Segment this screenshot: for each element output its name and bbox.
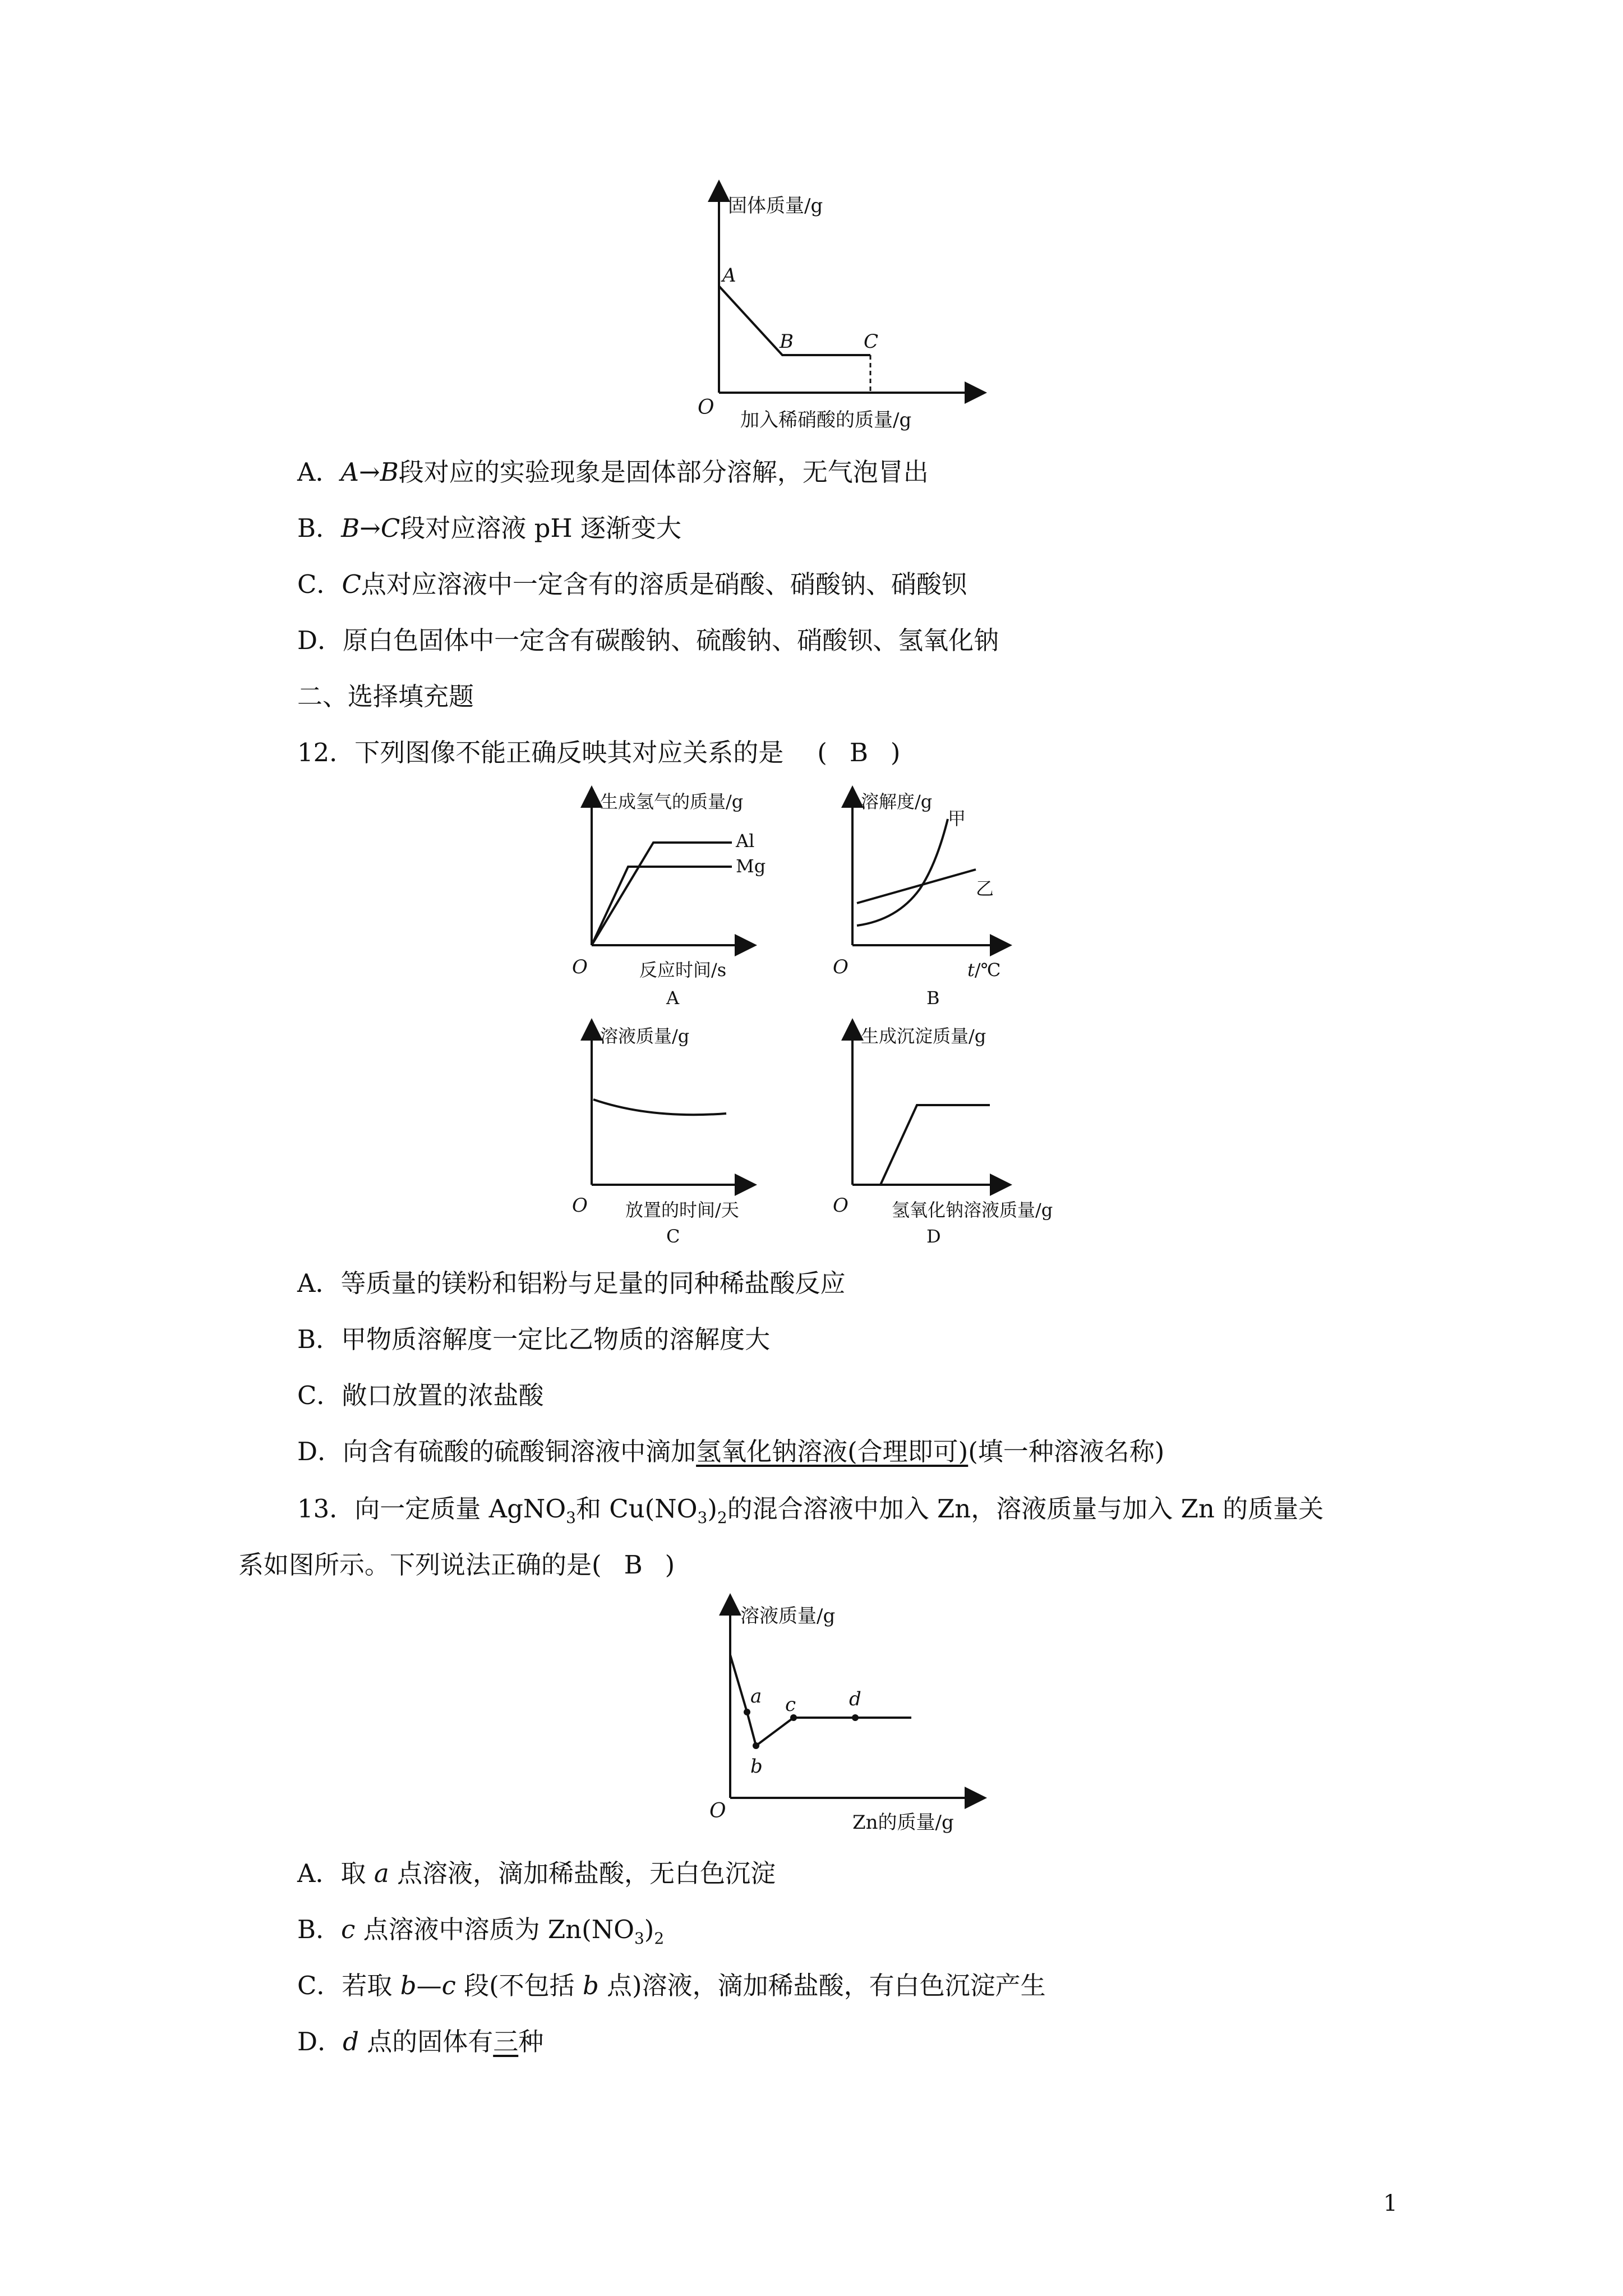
q12-option-d: D．向含有硫酸的硫酸铜溶液中滴加氢氧化钠溶液(合理即可)(填一种溶液名称)	[297, 1437, 1165, 1466]
point-c: C	[864, 330, 879, 353]
svg-text:生成沉淀质量/g: 生成沉淀质量/g	[861, 1025, 986, 1047]
q13-option-c: C．若取 b—c 段(不包括 b 点)溶液，滴加稀盐酸，有白色沉淀产生	[297, 1971, 1046, 2000]
svg-text:D: D	[926, 1226, 941, 1247]
point-b: B	[780, 330, 794, 353]
q12-graphs	[561, 785, 1133, 1251]
svg-text:c: c	[785, 1694, 796, 1716]
svg-text:反应时间/s: 反应时间/s	[639, 959, 727, 981]
q12-fill-answer: 氢氧化钠溶液(合理即可)	[696, 1437, 969, 1466]
q12-answer: B	[849, 738, 868, 767]
q11-option-d: D．原白色固体中一定含有碳酸钠、硫酸钠、硝酸钡、氢氧化钠	[297, 625, 999, 655]
svg-text:Mg: Mg	[736, 855, 766, 877]
svg-text:Al: Al	[736, 830, 755, 852]
svg-text:O: O	[709, 1800, 726, 1823]
svg-text:放置的时间/天: 放置的时间/天	[625, 1199, 739, 1221]
point-b-dot	[753, 1742, 759, 1749]
svg-text:O: O	[833, 956, 849, 978]
point-d-dot	[852, 1714, 859, 1721]
x-label: 加入稀硝酸的质量/g	[740, 409, 912, 431]
svg-text:乙: 乙	[976, 878, 994, 899]
q13-stem-line1: 13．向一定质量 AgNO$_3$和 $Cu(NO_3)_2$的混合溶液中加入 Zn，溶液质量与加入 Zn 的质量关	[297, 1494, 1324, 1527]
q13-option-b: B．c 点溶液中溶质为 $Zn(NO_3)_2$	[297, 1915, 665, 1948]
svg-text:溶解度/g: 溶解度/g	[861, 791, 933, 812]
q13-answer: B	[624, 1550, 643, 1580]
svg-text:d: d	[849, 1688, 861, 1710]
q11-option-b: B．B→C段对应溶液 pH 逐渐变大	[297, 513, 681, 543]
curve	[719, 286, 870, 355]
graph-a	[572, 791, 766, 1009]
svg-text:a: a	[750, 1685, 762, 1708]
series-jia	[857, 819, 948, 926]
q13-fill-answer: 三	[493, 2027, 519, 2056]
q12-option-b: B．甲物质溶解度一定比乙物质的溶解度大	[297, 1324, 771, 1354]
svg-text:溶液质量/g: 溶液质量/g	[600, 1025, 690, 1047]
q12-option-a: A．等质量的镁粉和铝粉与足量的同种稀盐酸反应	[297, 1268, 846, 1298]
svg-text:B: B	[926, 987, 940, 1009]
q11-option-a: A．A→B段对应的实验现象是固体部分溶解，无气泡冒出	[297, 457, 929, 487]
svg-text:t/℃: t/℃	[967, 959, 1001, 981]
svg-text:生成氢气的质量/g: 生成氢气的质量/g	[600, 791, 744, 812]
page-number: 1	[1383, 2191, 1398, 2216]
origin-label: O	[698, 396, 714, 419]
series-yi	[857, 869, 976, 903]
q12-stem: 12．下列图像不能正确反映其对应关系的是 ( B )	[297, 738, 901, 767]
svg-text:C: C	[666, 1226, 680, 1247]
graph-b	[833, 791, 1001, 1009]
graph-c	[572, 1025, 746, 1247]
figure-q11	[673, 180, 1021, 443]
svg-text:甲: 甲	[948, 808, 966, 829]
svg-text:b: b	[750, 1755, 763, 1778]
svg-text:O: O	[572, 1194, 588, 1217]
svg-text:O: O	[572, 956, 588, 978]
series-mg	[592, 867, 732, 945]
series-al	[592, 843, 732, 945]
y-label: 固体质量/g	[728, 195, 823, 217]
figure-q13	[684, 1593, 1021, 1846]
q13-stem-line2: 系如图所示。下列说法正确的是( B )	[238, 1550, 675, 1580]
series-d	[880, 1105, 990, 1185]
svg-text:O: O	[833, 1194, 849, 1217]
graph-d	[833, 1025, 1053, 1247]
q12-option-c: C．敞口放置的浓盐酸	[297, 1381, 544, 1410]
point-a: A	[722, 264, 736, 287]
svg-text:溶液质量/g: 溶液质量/g	[740, 1605, 836, 1627]
q13-option-a: A．取 a 点溶液，滴加稀盐酸，无白色沉淀	[297, 1858, 776, 1888]
q13-option-d: D．d 点的固体有三种	[297, 2027, 544, 2056]
q11-option-c: C．C点对应溶液中一定含有的溶质是硝酸、硝酸钠、硝酸钡	[297, 569, 967, 599]
svg-text:A: A	[666, 987, 680, 1009]
svg-text:Zn的质量/g: Zn的质量/g	[852, 1811, 954, 1834]
point-a-dot	[744, 1709, 750, 1715]
svg-text:氢氧化钠溶液质量/g: 氢氧化钠溶液质量/g	[892, 1199, 1053, 1221]
section-heading: 二、选择填充题	[297, 682, 474, 711]
series-c	[593, 1099, 726, 1115]
